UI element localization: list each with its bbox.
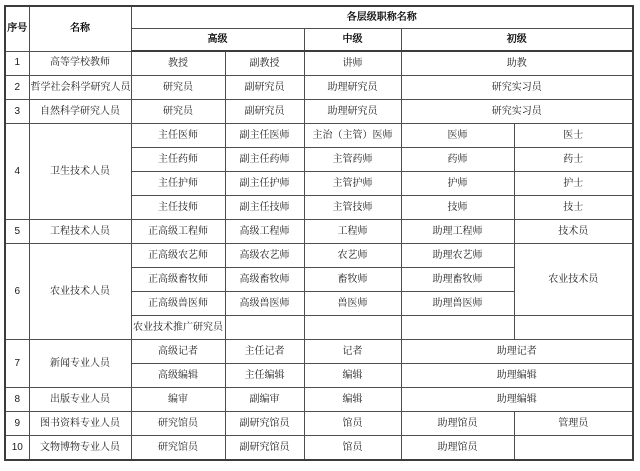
cell-title: 工程师 [304,220,401,244]
cell-seq: 7 [5,340,29,388]
cell-title: 高级记者 [131,340,225,364]
cell-title: 高级兽医师 [225,292,304,316]
cell-title: 主管技师 [304,196,401,220]
cell-title: 副研究馆员 [225,412,304,436]
cell-title: 技士 [514,196,633,220]
cell-title: 护师 [401,172,514,196]
cell-title: 助理农艺师 [401,244,514,268]
cell-title: 助理研究员 [304,100,401,124]
table-row [5,124,633,148]
cell-title: 正高级兽医师 [131,292,225,316]
cell-title: 主任记者 [225,340,304,364]
cell-name: 出版专业人员 [29,388,131,412]
cell-title: 副教授 [225,51,304,76]
cell-title: 高级工程师 [225,220,304,244]
cell-title: 技师 [401,196,514,220]
cell-title: 研究馆员 [131,412,225,436]
titles-table [4,5,634,461]
cell-name: 文物博物专业人员 [29,436,131,461]
table-row [5,244,633,268]
table-row [5,388,633,412]
cell-seq: 4 [5,124,29,220]
cell-title: 记者 [304,340,401,364]
cell-title: 主管护师 [304,172,401,196]
cell-title: 编审 [131,388,225,412]
cell-title: 助理工程师 [401,220,514,244]
cell-title: 讲师 [304,51,401,76]
cell-name: 卫生技术人员 [29,124,131,220]
table-row [5,340,633,364]
cell-title: 教授 [131,51,225,76]
cell-title: 副主任护师 [225,172,304,196]
header-junior: 初级 [401,29,633,52]
cell-title: 药士 [514,148,633,172]
table-row [5,100,633,124]
cell-seq: 1 [5,51,29,76]
header-seq: 序号 [5,6,29,51]
cell-name: 图书资料专业人员 [29,412,131,436]
cell-title: 主治（主管）医师 [304,124,401,148]
cell-title: 高级编辑 [131,364,225,388]
cell-title: 主任医师 [131,124,225,148]
cell-title: 副编审 [225,388,304,412]
table-row [5,412,633,436]
cell-title: 副主任医师 [225,124,304,148]
cell-title: 农业技术员 [514,244,633,316]
cell-title: 馆员 [304,436,401,461]
cell-title: 助理馆员 [401,436,514,461]
cell-title: 助理记者 [401,340,633,364]
cell-title: 研究员 [131,76,225,100]
cell-title: 技术员 [514,220,633,244]
table-row [5,76,633,100]
cell-seq: 2 [5,76,29,100]
cell-name: 农业技术人员 [29,244,131,340]
cell-title: 正高级畜牧师 [131,268,225,292]
cell-title: 助理畜牧师 [401,268,514,292]
cell-title [401,316,514,340]
header-row-1 [5,6,633,29]
cell-title: 助理编辑 [401,388,633,412]
cell-title: 农艺师 [304,244,401,268]
cell-title: 助理研究员 [304,76,401,100]
cell-title: 副研究馆员 [225,436,304,461]
cell-title: 主任技师 [131,196,225,220]
cell-title: 农业技术推广研究员 [131,316,225,340]
cell-title: 助理兽医师 [401,292,514,316]
cell-title: 药师 [401,148,514,172]
cell-title: 副研究员 [225,100,304,124]
cell-title: 助理馆员 [401,412,514,436]
cell-title [304,316,401,340]
cell-title: 副主任药师 [225,148,304,172]
cell-title: 兽医师 [304,292,401,316]
cell-title: 护士 [514,172,633,196]
cell-title [514,316,633,340]
cell-title: 编辑 [304,388,401,412]
cell-title: 医师 [401,124,514,148]
cell-seq: 5 [5,220,29,244]
cell-title: 研究馆员 [131,436,225,461]
cell-title: 研究员 [131,100,225,124]
header-senior: 高级 [131,29,304,52]
cell-title: 高级农艺师 [225,244,304,268]
table-row [5,51,633,76]
cell-name: 高等学校教师 [29,51,131,76]
cell-seq: 10 [5,436,29,461]
cell-title: 主任编辑 [225,364,304,388]
header-levels-title: 各层级职称名称 [131,6,633,29]
cell-title: 畜牧师 [304,268,401,292]
table-row [5,436,633,461]
header-middle: 中级 [304,29,401,52]
cell-title: 编辑 [304,364,401,388]
cell-seq: 8 [5,388,29,412]
cell-title: 助教 [401,51,633,76]
cell-title: 正高级农艺师 [131,244,225,268]
cell-title: 助理编辑 [401,364,633,388]
table-row [5,220,633,244]
header-name: 名称 [29,6,131,51]
cell-title: 研究实习员 [401,76,633,100]
cell-name: 新闻专业人员 [29,340,131,388]
cell-seq: 3 [5,100,29,124]
cell-title: 主管药师 [304,148,401,172]
cell-title: 正高级工程师 [131,220,225,244]
cell-title: 主任护师 [131,172,225,196]
cell-title: 副研究员 [225,76,304,100]
cell-title: 管理员 [514,412,633,436]
cell-seq: 6 [5,244,29,340]
cell-title: 副主任技师 [225,196,304,220]
cell-title [225,316,304,340]
cell-seq: 9 [5,412,29,436]
cell-title: 馆员 [304,412,401,436]
cell-name: 工程技术人员 [29,220,131,244]
cell-title: 高级畜牧师 [225,268,304,292]
cell-title: 医士 [514,124,633,148]
cell-title: 主任药师 [131,148,225,172]
cell-name: 自然科学研究人员 [29,100,131,124]
cell-name: 哲学社会科学研究人员 [29,76,131,100]
cell-title [514,436,633,461]
cell-title: 研究实习员 [401,100,633,124]
